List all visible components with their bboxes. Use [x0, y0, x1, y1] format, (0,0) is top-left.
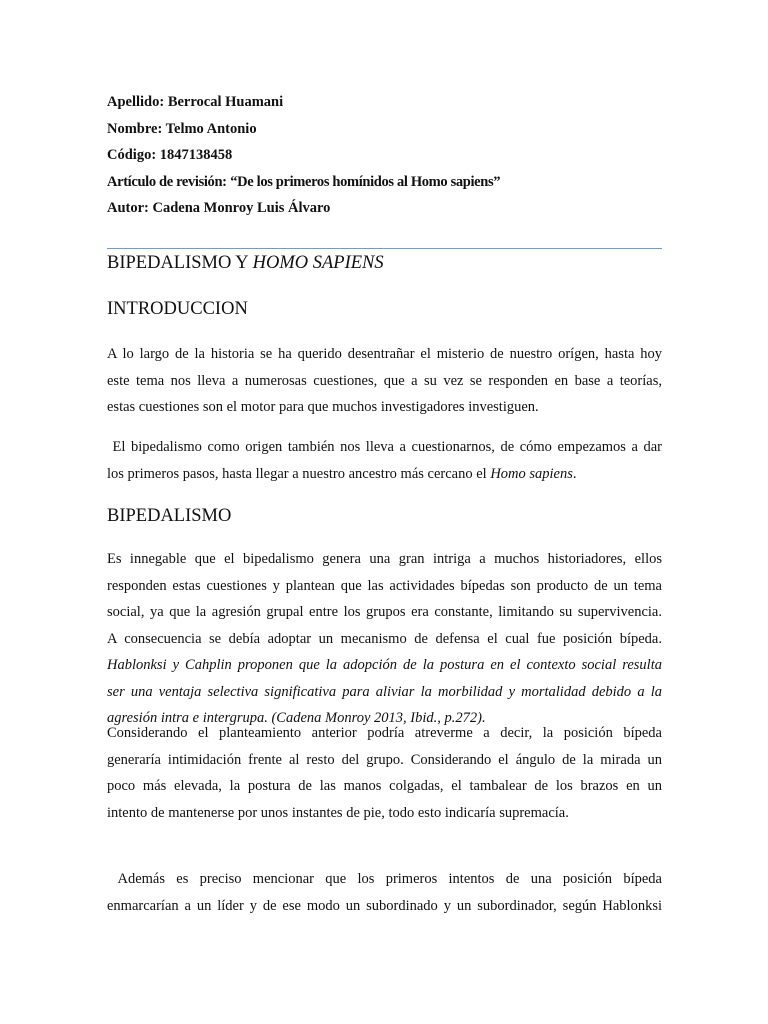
text-line: A consecuencia se debía adoptar un mecanismo de defensa el cual fue posición bípeda.: [107, 630, 662, 647]
text-line: Es innegable que el bipedalismo genera una gran intriga a muchos historiadores, ellos: [107, 551, 662, 567]
articulo-title: “De los primeros homínidos al Homo sapiens”: [230, 173, 501, 190]
quote-text: Hablonksi y Cahplin proponen que la adopción de la postura en el contexto social resulta: [107, 657, 662, 673]
title-italic: HOMO SAPIENS: [252, 253, 384, 273]
articulo-label: Artículo de revisión:: [107, 173, 227, 190]
text-line: estas cuestiones son el motor para que muchos investigadores investiguen.: [107, 399, 539, 415]
text-line: A lo largo de la historia se ha querido desentrañar el misterio de nuestro orígen, hasta hoy: [107, 346, 662, 362]
nombre-line: Nombre: Telmo Antonio: [107, 120, 257, 137]
paragraph-bipedalismo-2: [107, 720, 662, 826]
horizontal-divider: [107, 248, 662, 249]
quote-line: [107, 679, 662, 706]
document-title: [107, 253, 384, 274]
italic-term: Homo sapiens: [490, 465, 573, 482]
text-line: Considerando el planteamiento anterior podría atreverme a decir, la posición bípeda: [107, 725, 662, 741]
paragraph-intro-2: [107, 434, 662, 487]
text-line: generaría intimidación frente al resto del grupo. Considerando el ángulo de la mirada un: [107, 751, 662, 768]
apellido-line: Apellido: Berrocal Huamani: [107, 94, 284, 110]
heading-bipedalismo: BIPEDALISMO: [107, 506, 232, 526]
title-plain: BIPEDALISMO Y: [107, 253, 253, 273]
text-span: .: [572, 465, 577, 482]
paragraph-bipedalismo-1: [107, 546, 662, 732]
quote-text: ser una ventaja selectiva significativa para aliviar la morbilidad y mortalidad debido a la: [107, 683, 662, 700]
text-line: [107, 461, 662, 488]
autor-line: Autor: Cadena Monroy Luis Álvaro: [107, 200, 331, 216]
text-line: enmarcarían a un líder y de ese modo un subordinado y un subordinador, según Hablonksi: [107, 897, 662, 914]
paragraph-intro-1: [107, 341, 662, 421]
quote-line: [107, 652, 662, 679]
text-span: los primeros pasos, hasta llegar a nuestro ancestro más cercano el: [107, 465, 491, 482]
heading-introduccion: INTRODUCCION: [107, 299, 248, 319]
text-line: Además es preciso mencionar que los primeros intentos de una posición bípeda: [107, 871, 662, 887]
text-line: este tema nos lleva a numerosas cuestiones, que a su vez se responden en base a teorías,: [107, 372, 662, 389]
articulo-line: [107, 169, 662, 196]
text-line: responden estas cuestiones y plantean que las actividades bípedas son producto de un tema: [107, 577, 662, 594]
text-line: social, ya que la agresión grupal entre los grupos era constante, limitando su supervivencia.: [107, 604, 662, 620]
codigo-line: Código: 1847138458: [107, 147, 233, 163]
quote-text: agresión intra e intergrupa. (Cadena Monroy 2013, Ibid., p.272).: [107, 710, 486, 726]
paragraph-bipedalismo-3: [107, 866, 662, 919]
student-header: [107, 89, 662, 222]
text-line: El bipedalismo como origen también nos lleva a cuestionarnos, de cómo empezamos a dar: [107, 439, 662, 455]
text-line: intento de mantenerse por unos instantes de pie, todo esto indicaría supremacía.: [107, 804, 569, 821]
text-line: poco más elevada, la postura de las manos colgadas, el tambalear de los brazos en un: [107, 778, 662, 794]
